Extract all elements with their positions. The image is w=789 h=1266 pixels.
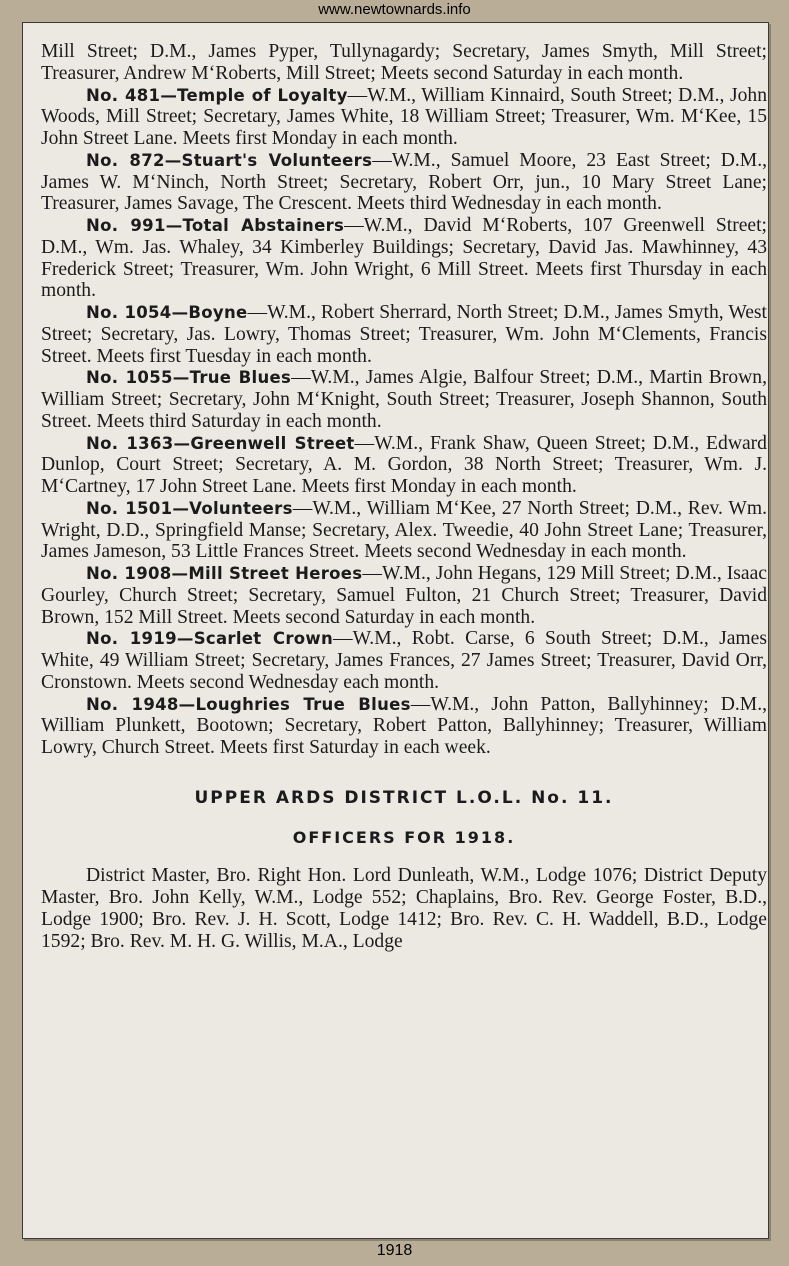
- lodge-entry: [41, 694, 767, 759]
- lodge-details: —W.M., William M‘Kee, 27 North Street; D.M., Rev. Wm. Wright, D.D., Springfield Manse; Secretary, Alex. Tweedie, 40 John Street Lane; Treasurer, James Jameson, 53 Little Frances Street. Meets second Wednesday in each month.: [41, 497, 767, 563]
- lodge-name: No. 1908—Mill Street Heroes: [86, 564, 363, 583]
- lodge-entry: [41, 367, 767, 432]
- year-caption: 1918: [376, 1242, 413, 1259]
- lodge-details: —W.M., Samuel Moore, 23 East Street; D.M., James W. M‘Ninch, North Street; Secretary, Robert Orr, jun., 10 Mary Street Lane; Treasurer, James Savage, The Crescent. Meets third Wednesday in each month.: [41, 149, 767, 215]
- lodge-details: —W.M., John Patton, Ballyhinney; D.M., William Plunkett, Bootown; Secretary, Robert Patton, Ballyhinney; Treasurer, William Lowry, Church Street. Meets first Saturday in each week.: [41, 693, 768, 758]
- lodge-name: No. 1501—Volunteers: [86, 498, 293, 518]
- lodge-entry: [41, 85, 767, 150]
- district-heading: UPPER ARDS DISTRICT L.O.L. No. 11.: [194, 787, 614, 808]
- lodge-name: No. 1054—Boyne: [86, 303, 248, 322]
- lodge-name: No. 872—Stuart's Volunteers: [86, 150, 373, 170]
- lodge-details: —W.M., William Kinnaird, South Street; D.M., John Woods, Mill Street; Secretary, James White, 18 William Street; Treasurer, Wm. M‘Kee, 15 John Street Lane. Meets first Monday in each month.: [41, 84, 767, 149]
- lodge-details: —W.M., David M‘Roberts, 107 Greenwell Street; D.M., Wm. Jas. Whaley, 34 Kimberley Buildings; Secretary, David Jas. Mawhinney, 43 Frederick Street; Treasurer, Wm. John Wright, 6 Mill Street. Meets first Thursday in each month.: [41, 215, 767, 302]
- lodge-entry: [41, 215, 767, 302]
- lodge-name: No. 991—Total Abstainers: [86, 216, 345, 235]
- lodge-entry: [41, 628, 767, 693]
- lodge-details: —W.M., Frank Shaw, Queen Street; D.M., Edward Dunlop, Court Street; Secretary, A. M. Gordon, 38 North Street; Treasurer, Wm. J. M‘Cartney, 17 John Street Lane. Meets first Monday in each month.: [41, 432, 767, 497]
- lodge-name: No. 481—Temple of Loyalty: [86, 85, 348, 105]
- officers-paragraph: District Master, Bro. Right Hon. Lord Dunleath, W.M., Lodge 1076; District Deputy Master, Bro. John Kelly, W.M., Lodge 552; Chaplains, Bro. Rev. George Foster, B.D., Lodge 1900; Bro. Rev. J. H. Scott, Lodge 1412; Bro. Rev. C. H. Waddell, B.D., Lodge 1592; Bro. Rev. M. H. G. Willis, M.A., Lodge: [41, 865, 767, 952]
- lodge-entry: [41, 433, 767, 498]
- lodge-name: No. 1055—True Blues: [86, 368, 292, 388]
- intro-paragraph: Mill Street; D.M., James Pyper, Tullynagardy; Secretary, James Smyth, Mill Street; Treasurer, Andrew M‘Roberts, Mill Street; Meets second Saturday in each month.: [41, 41, 767, 84]
- officers-heading: OFFICERS FOR 1918.: [292, 827, 516, 847]
- lodge-name: No. 1363—Greenwell Street: [86, 433, 355, 453]
- lodge-details: —W.M., John Hegans, 129 Mill Street; D.M., Isaac Gourley, Church Street; Secretary, Samuel Fulton, 21 Church Street; Treasurer, David Brown, 152 Mill Street. Meets second Saturday in each month.: [41, 563, 768, 628]
- lodge-entry: [41, 150, 767, 215]
- lodge-entry: [41, 563, 767, 628]
- page-text: [41, 41, 767, 952]
- lodge-details: —W.M., James Algie, Balfour Street; D.M., Martin Brown, William Street; Secretary, John M‘Knight, South Street; Treasurer, Joseph Shannon, South Street. Meets third Saturday in each month.: [41, 367, 767, 432]
- lodge-name: No. 1948—Loughries True Blues: [86, 694, 411, 714]
- lodge-name: No. 1919—Scarlet Crown: [86, 629, 334, 649]
- lodge-entry: [41, 498, 767, 563]
- lodge-entry: [41, 302, 767, 367]
- lodge-details: —W.M., Robt. Carse, 6 South Street; D.M., James White, 49 William Street; Secretary, James Frances, 27 James Street; Treasurer, David Orr, Cronstown. Meets second Wednesday each month.: [41, 628, 767, 693]
- scanned-page: [22, 22, 769, 1239]
- lodge-details: —W.M., Robert Sherrard, North Street; D.M., James Smyth, West Street; Secretary, Jas. Lowry, Thomas Street; Treasurer, Wm. John M‘Clements, Francis Street. Meets first Tuesday in each month.: [41, 302, 768, 367]
- site-url: www.newtownards.info: [318, 1, 471, 18]
